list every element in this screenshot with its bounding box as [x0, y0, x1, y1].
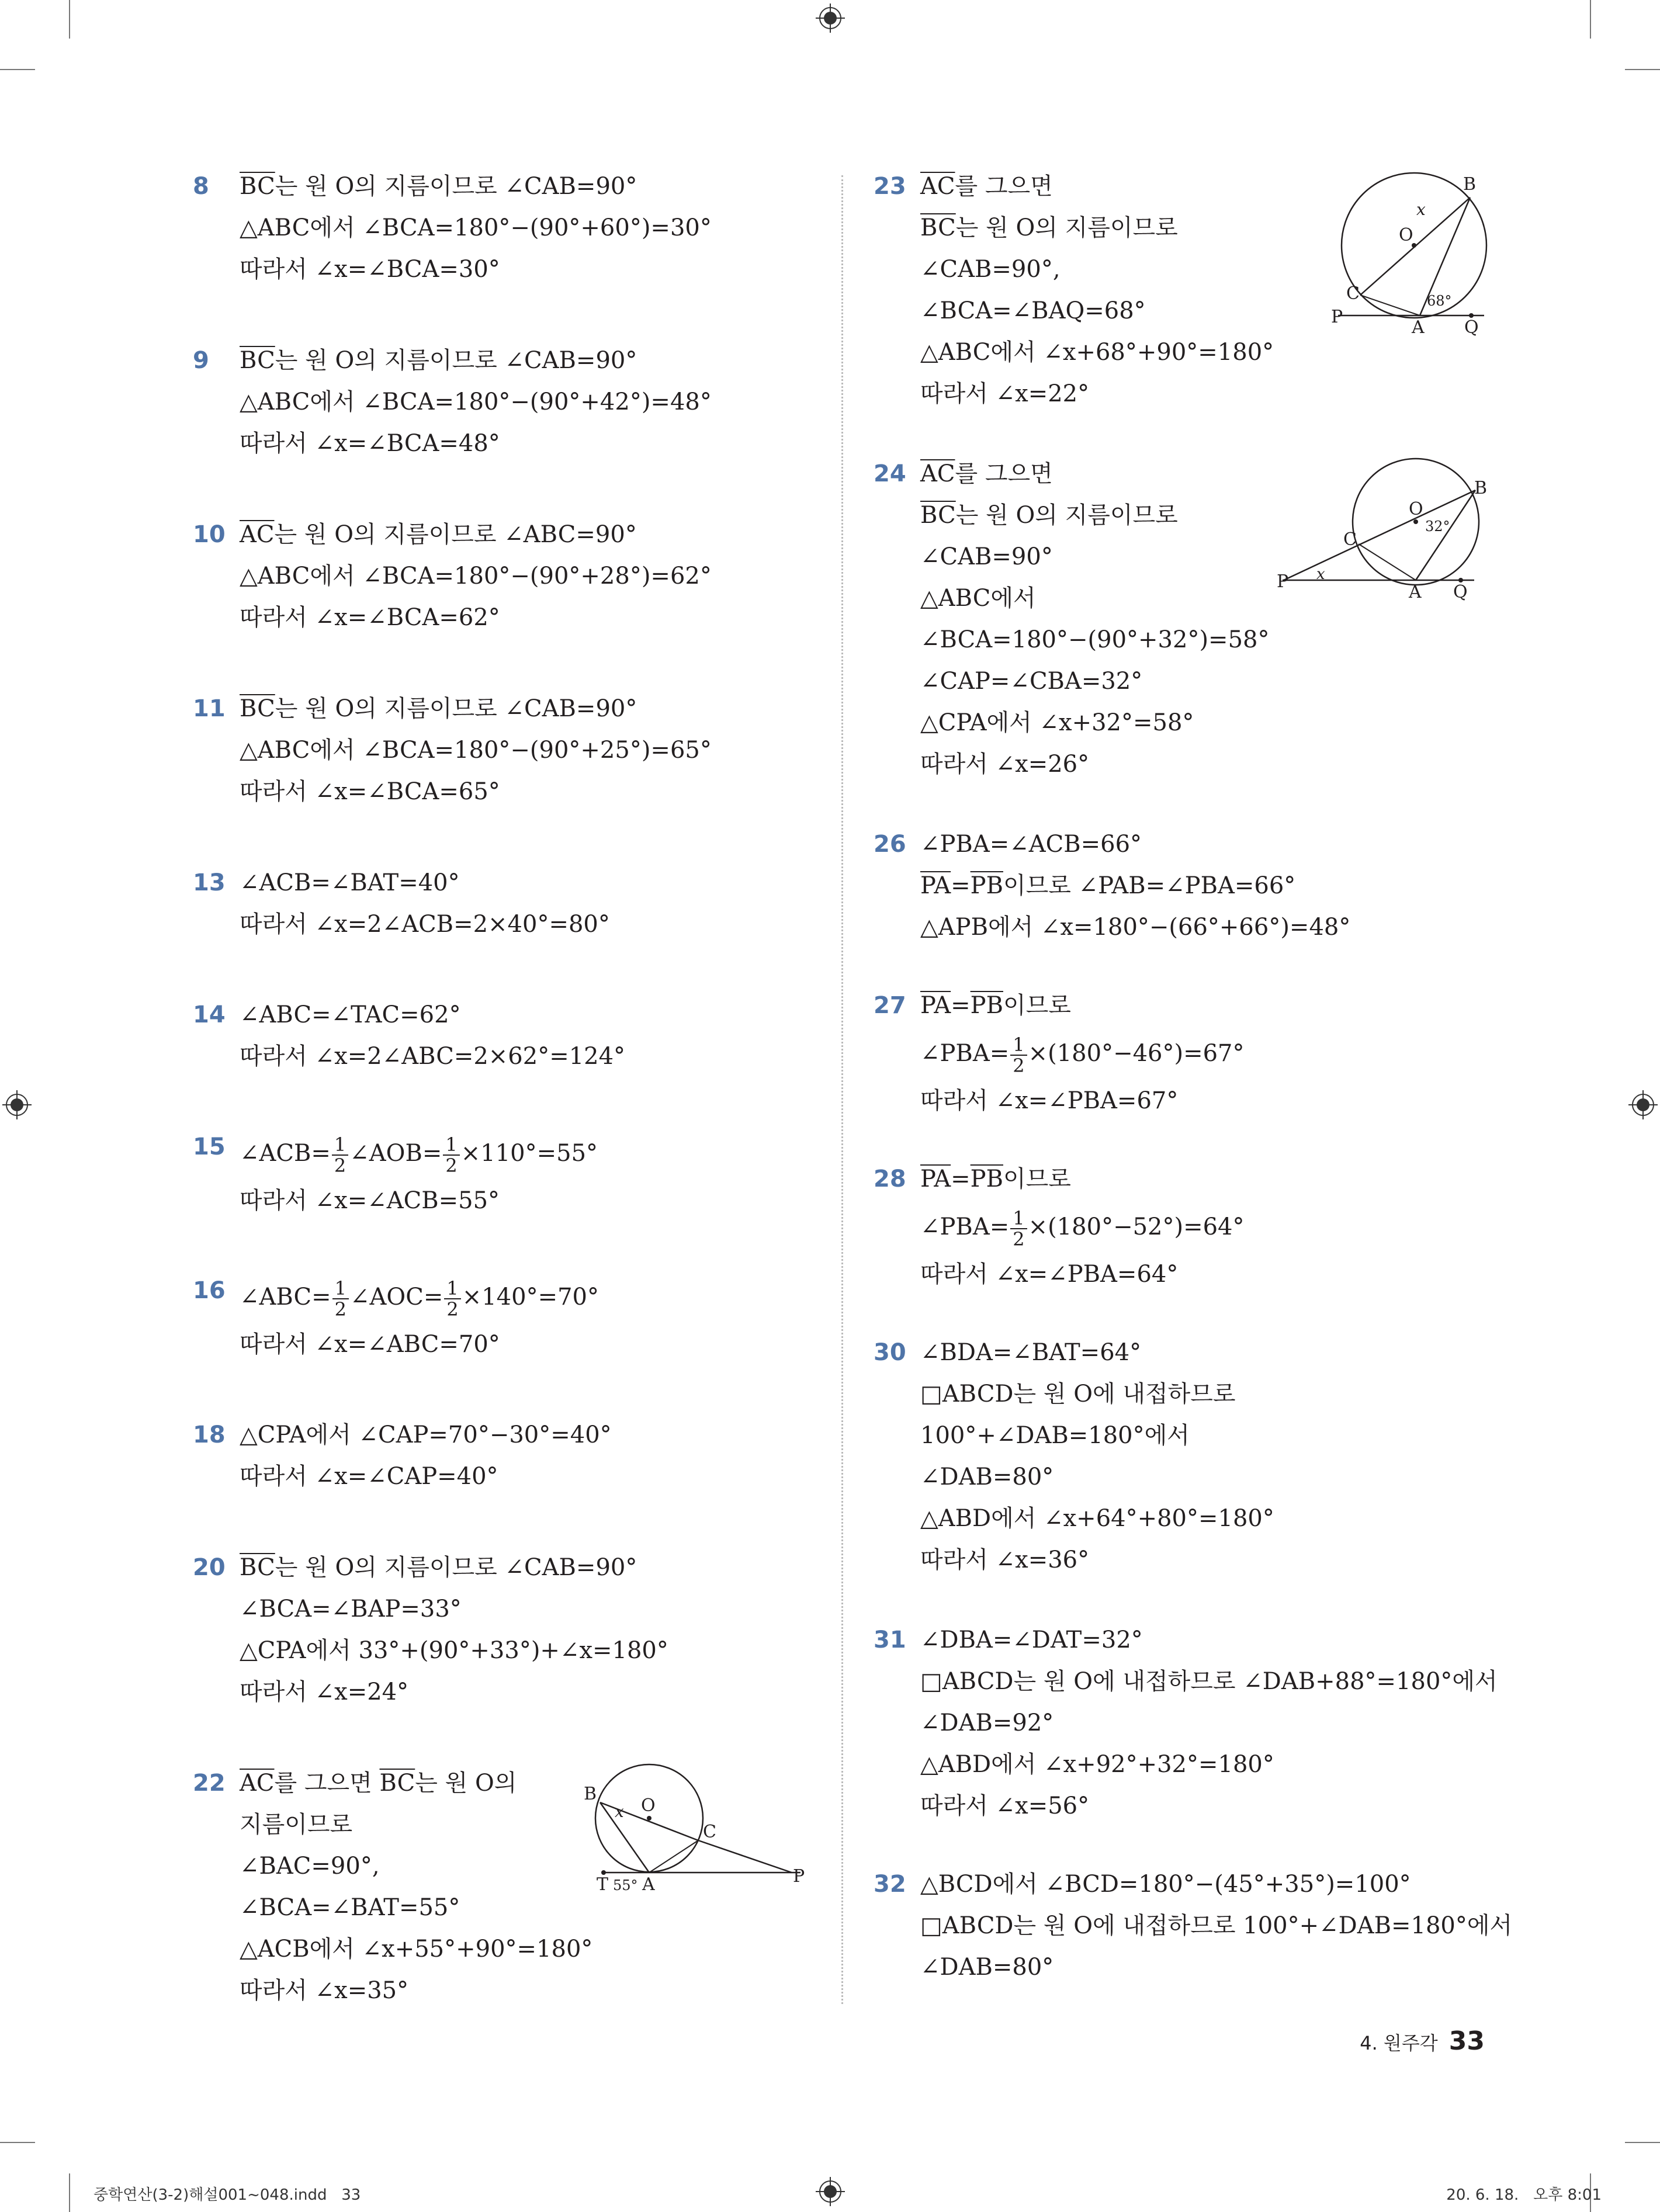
text-segment: 는 원 O의 [415, 1770, 517, 1797]
solution-line [920, 373, 1493, 415]
text-segment: 따라서 ∠x=2∠ACB=2×40°=80° [240, 911, 610, 938]
solution-line [920, 744, 1493, 785]
solution-line [920, 1947, 1493, 1988]
text-segment: ∠PBA= [920, 1214, 1010, 1240]
solution-line [920, 1159, 1493, 1200]
segment-label: $\overline{AC}$ [240, 1770, 275, 1797]
fraction-denominator: 2 [334, 1154, 346, 1177]
problem-number: 11 [193, 695, 226, 722]
text-segment: ×140°=70° [462, 1284, 599, 1310]
problem-number: 23 [874, 173, 906, 200]
solution-line [240, 556, 830, 597]
text-segment: ∠BCA=∠BAQ=68° [920, 297, 1146, 324]
text-segment: ∠CAP=∠CBA=32° [920, 668, 1143, 695]
problem-10 [193, 514, 830, 639]
section-title: 4. 원주각 [1360, 2032, 1438, 2054]
text-segment: = [951, 992, 971, 1019]
fraction [443, 1135, 459, 1176]
text-segment: 따라서 ∠x=26° [920, 751, 1090, 778]
problem-number: 24 [874, 460, 906, 487]
fraction-numerator: 1 [332, 1278, 349, 1299]
solution-line [920, 824, 1493, 865]
text-segment: 이므로 ∠PAB=∠PBA=66° [1003, 872, 1296, 899]
fraction-numerator: 1 [444, 1278, 460, 1299]
solution-line [240, 1414, 830, 1456]
solution-line [920, 702, 1493, 744]
text-segment: 따라서 ∠x=∠BCA=30° [240, 256, 500, 283]
text-segment: □ABCD는 원 O에 내접하므로 ∠DAB+88°=180°에서 [920, 1668, 1498, 1695]
fig22-label-C: C [703, 1822, 716, 1842]
solution-line [240, 597, 830, 639]
crop-mark [1625, 2142, 1660, 2143]
text-segment: 는 원 O의 지름이므로 ∠CAB=90° [275, 695, 637, 722]
problem-9 [193, 340, 830, 464]
text-segment: 를 그으면 [955, 173, 1053, 200]
solution-line [240, 994, 830, 1036]
solution-line [240, 1270, 830, 1324]
text-segment: △CPA에서 ∠x+32°=58° [920, 709, 1194, 736]
problem-number: 16 [193, 1277, 226, 1304]
text-segment: ∠DBA=∠DAT=32° [920, 1627, 1143, 1653]
segment-label: $\overline{AC}$ [920, 460, 955, 487]
crop-mark [1625, 69, 1660, 70]
crop-mark [1590, 0, 1591, 39]
text-segment: ×(180°−46°)=67° [1028, 1040, 1245, 1067]
solution-line [240, 1929, 830, 1970]
text-segment: 따라서 ∠x=∠BCA=62° [240, 604, 500, 631]
fraction [332, 1135, 348, 1176]
text-segment: △APB에서 ∠x=180°−(66°+66°)=48° [920, 914, 1351, 941]
text-segment: ∠DAB=80° [920, 1954, 1054, 1981]
text-segment: □ABCD는 원 O에 내접하므로 [920, 1381, 1236, 1407]
text-segment: ∠ABC= [240, 1284, 331, 1310]
fig22-label-O: O [641, 1795, 656, 1816]
fig22-label-B: B [584, 1784, 597, 1804]
solution-line [920, 865, 1493, 907]
solution-line [920, 1080, 1493, 1122]
text-segment: ∠ABC=∠TAC=62° [240, 1001, 461, 1028]
text-segment: ∠DAB=92° [920, 1710, 1054, 1736]
solution-line [240, 249, 830, 290]
problem-number: 22 [193, 1770, 226, 1797]
fraction-denominator: 2 [446, 1298, 459, 1320]
text-segment: 는 원 O의 지름이므로 ∠CAB=90° [275, 173, 637, 200]
solution-line [240, 1970, 830, 2012]
text-segment: 는 원 O의 지름이므로 ∠ABC=90° [274, 521, 637, 548]
right-column [874, 166, 1513, 1988]
text-segment: 따라서 ∠x=∠PBA=67° [920, 1087, 1179, 1114]
segment-label: $\overline{BC}$ [240, 1554, 275, 1581]
problem-number: 28 [874, 1166, 906, 1192]
text-segment: 를 그으면 [274, 1770, 380, 1797]
column-divider [841, 175, 843, 2004]
solution-line [240, 1324, 830, 1365]
text-segment: ∠CAB=90°, [920, 256, 1061, 283]
problem-number: 9 [193, 347, 209, 374]
solution-line [240, 1589, 830, 1630]
problem-number: 10 [193, 521, 226, 548]
fig22-label-T: T [597, 1874, 609, 1895]
solution-line [240, 423, 830, 464]
fig23-label-O: O [1399, 225, 1413, 245]
fig23-label-C: C [1346, 283, 1360, 304]
problem-15 [193, 1126, 830, 1222]
text-segment: 따라서 ∠x=∠BCA=65° [240, 778, 500, 805]
text-segment: ∠BCA=180°−(90°+32°)=58° [920, 626, 1270, 653]
crop-mark [69, 0, 70, 39]
left-column [193, 166, 830, 2012]
solution-line [920, 1785, 1493, 1827]
text-segment: □ABCD는 원 O에 내접하므로 100°+∠DAB=180°에서 [920, 1912, 1513, 1939]
fig22-label-A: A [642, 1874, 655, 1895]
fig24-angle: 32° [1425, 518, 1450, 535]
print-slug-timestamp: 20. 6. 18. 오후 8:01 [1446, 2186, 1602, 2204]
problem-number: 30 [874, 1339, 906, 1366]
solution-line [920, 661, 1493, 702]
text-segment: ∠DAB=80° [920, 1464, 1054, 1490]
fraction-denominator: 2 [445, 1154, 458, 1177]
segment-label: $\overline{BC}$ [379, 1770, 415, 1797]
problem-16 [193, 1270, 830, 1365]
problem-number: 32 [874, 1871, 906, 1898]
text-segment: 따라서 ∠x=∠CAP=40° [240, 1463, 498, 1490]
solution-line [920, 1905, 1513, 1947]
text-segment: △ABD에서 ∠x+64°+80°=180° [920, 1505, 1274, 1532]
solution-line [920, 1498, 1493, 1540]
figure-problem-24 [1271, 453, 1493, 605]
fig23-label-P: P [1331, 307, 1343, 327]
solution-line [920, 1620, 1493, 1661]
problem-number: 14 [193, 1001, 226, 1028]
solution-line [920, 1457, 1493, 1498]
fig24-label-A: A [1409, 582, 1422, 602]
fraction [444, 1278, 460, 1319]
solution-line [920, 1864, 1493, 1905]
text-segment: 는 원 O의 지름이므로 [955, 214, 1178, 241]
problem-31 [874, 1620, 1498, 1827]
solution-line [240, 166, 830, 207]
text-segment: △ABC에서 ∠BCA=180°−(90°+25°)=65° [240, 737, 712, 764]
registration-mark-icon [1628, 1090, 1658, 1119]
text-segment: ∠CAB=90° [920, 543, 1053, 570]
solution-line [240, 514, 830, 556]
segment-label: $\overline{PB}$ [970, 872, 1003, 899]
text-segment: △ABC에서 ∠x+68°+90°=180° [920, 339, 1274, 366]
fig22-label-P: P [793, 1866, 805, 1887]
text-segment: 100°+∠DAB=180°에서 [920, 1422, 1190, 1449]
text-segment: 따라서 ∠x=∠ACB=55° [240, 1187, 500, 1214]
solution-line [920, 1027, 1493, 1080]
text-segment: ∠ACB= [240, 1140, 331, 1167]
solution-line [920, 1661, 1498, 1703]
solution-line [920, 1415, 1493, 1457]
fraction-denominator: 2 [1013, 1228, 1025, 1250]
problem-11 [193, 688, 830, 813]
solution-line [240, 1126, 830, 1180]
solution-line [240, 1630, 830, 1672]
text-segment: = [951, 1166, 971, 1192]
solution-line [240, 1036, 830, 1077]
text-segment: ∠PBA= [920, 1040, 1010, 1067]
segment-label: $\overline{AC}$ [240, 521, 275, 548]
text-segment: △ABD에서 ∠x+92°+32°=180° [920, 1751, 1274, 1778]
text-segment: 따라서 ∠x=56° [920, 1793, 1090, 1819]
problem-14 [193, 994, 830, 1077]
text-segment: △BCD에서 ∠BCD=180°−(45°+35°)=100° [920, 1871, 1411, 1898]
fraction-numerator: 1 [332, 1135, 348, 1156]
text-segment: 따라서 ∠x=∠PBA=64° [920, 1261, 1179, 1288]
segment-label: $\overline{PB}$ [970, 1166, 1003, 1192]
text-segment: ×110°=55° [460, 1140, 598, 1167]
solution-line [240, 340, 830, 382]
problem-number: 13 [193, 869, 226, 896]
text-segment: 따라서 ∠x=35° [240, 1977, 409, 2004]
text-segment: ∠BCA=∠BAT=55° [240, 1894, 460, 1921]
problem-number: 20 [193, 1554, 226, 1581]
problem-20 [193, 1547, 830, 1713]
problem-13 [193, 862, 830, 945]
solution-line [240, 1672, 830, 1713]
segment-label: $\overline{AC}$ [920, 173, 955, 200]
figure-problem-23 [1326, 169, 1502, 339]
text-segment: ∠AOB= [349, 1140, 442, 1167]
fig24-label-B: B [1474, 478, 1488, 498]
fig23-label-x: x [1416, 200, 1426, 219]
print-slug-file: 중학연산(3-2)해설001~048.indd 33 [93, 2186, 361, 2204]
fig23-label-B: B [1463, 174, 1477, 195]
registration-mark-icon [2, 1090, 32, 1119]
fig24-label-P: P [1277, 571, 1289, 592]
solution-line [920, 619, 1493, 661]
fraction-denominator: 2 [334, 1298, 347, 1320]
text-segment: 따라서 ∠x=22° [920, 380, 1090, 407]
solution-line [240, 1456, 830, 1497]
fraction-numerator: 1 [1010, 1208, 1027, 1229]
solution-line [920, 1374, 1493, 1415]
solution-line [920, 1540, 1493, 1581]
text-segment: 지름이므로 [240, 1811, 353, 1838]
crop-mark [69, 2173, 70, 2212]
text-segment: ∠BCA=∠BAP=33° [240, 1596, 462, 1622]
problem-26 [874, 824, 1493, 948]
problem-number: 26 [874, 831, 906, 858]
problem-27 [874, 985, 1493, 1122]
fig24-label-C: C [1343, 529, 1357, 550]
text-segment: △ABC에서 ∠BCA=180°−(90°+28°)=62° [240, 563, 712, 590]
problem-number: 27 [874, 992, 906, 1019]
text-segment: ∠BDA=∠BAT=64° [920, 1339, 1142, 1366]
solution-line [920, 907, 1493, 948]
problem-28 [874, 1159, 1493, 1295]
text-segment: △ABC에서 ∠BCA=180°−(90°+60°)=30° [240, 214, 712, 241]
fig24-label-x: x [1316, 566, 1325, 583]
segment-label: $\overline{BC}$ [240, 347, 275, 374]
text-segment: △CPA에서 ∠CAP=70°−30°=40° [240, 1421, 612, 1448]
solution-line [240, 771, 830, 813]
page-number: 33 [1448, 2026, 1485, 2056]
solution-line [240, 1547, 830, 1589]
text-segment: 따라서 ∠x=2∠ABC=2×62°=124° [240, 1043, 626, 1070]
segment-label: $\overline{PA}$ [920, 992, 951, 1019]
segment-label: $\overline{PA}$ [920, 1166, 951, 1192]
text-segment: △ACB에서 ∠x+55°+90°=180° [240, 1936, 593, 1963]
fig23-label-A: A [1412, 317, 1425, 338]
registration-mark-icon [816, 4, 845, 33]
text-segment: 이므로 [1003, 992, 1071, 1019]
solution-line [240, 862, 830, 904]
solution-line [920, 985, 1493, 1027]
text-segment: 따라서 ∠x=∠ABC=70° [240, 1331, 500, 1358]
text-segment: ∠PBA=∠ACB=66° [920, 831, 1142, 858]
problem-8 [193, 166, 830, 290]
text-segment: = [951, 872, 971, 899]
text-segment: 는 원 O의 지름이므로 ∠CAB=90° [275, 347, 637, 374]
text-segment: ∠AOC= [350, 1284, 443, 1310]
problem-32 [874, 1864, 1513, 1988]
fig23-angle: 68° [1427, 293, 1452, 309]
fraction [1010, 1208, 1027, 1249]
problem-number: 18 [193, 1421, 226, 1448]
text-segment: 이므로 [1003, 1166, 1071, 1192]
segment-label: $\overline{BC}$ [920, 214, 956, 241]
registration-mark-icon [816, 2177, 845, 2206]
segment-label: $\overline{BC}$ [240, 173, 275, 200]
problem-number: 8 [193, 173, 209, 200]
segment-label: $\overline{BC}$ [240, 695, 275, 722]
solution-line [240, 904, 830, 945]
text-segment: ×(180°−52°)=64° [1028, 1214, 1245, 1240]
fig24-label-Q: Q [1453, 582, 1468, 602]
fraction [332, 1278, 349, 1319]
fraction-numerator: 1 [443, 1135, 459, 1156]
solution-line [240, 1180, 830, 1222]
segment-label: $\overline{BC}$ [920, 502, 956, 529]
fraction-denominator: 2 [1013, 1055, 1025, 1077]
fig23-label-Q: Q [1464, 317, 1479, 338]
crop-mark [0, 69, 35, 70]
text-segment: △CPA에서 33°+(90°+33°)+∠x=180° [240, 1637, 668, 1664]
fig22-label-x: x [615, 1802, 624, 1821]
text-segment: 따라서 ∠x=24° [240, 1679, 409, 1705]
figure-problem-22 [576, 1750, 809, 1902]
problem-30 [874, 1332, 1493, 1581]
solution-line [920, 1744, 1493, 1785]
solution-line [920, 1200, 1493, 1254]
solution-line [240, 688, 830, 730]
text-segment: 는 원 O의 지름이므로 ∠CAB=90° [275, 1554, 637, 1581]
segment-label: $\overline{PA}$ [920, 872, 951, 899]
solution-line [240, 207, 830, 249]
fraction-numerator: 1 [1010, 1035, 1027, 1056]
solution-line [920, 1254, 1493, 1295]
solution-line [240, 382, 830, 423]
text-segment: ∠BAC=90°, [240, 1853, 380, 1880]
problem-number: 15 [193, 1133, 226, 1160]
text-segment: △ABC에서 [920, 585, 1036, 612]
solution-line [240, 730, 830, 771]
solution-line [920, 1332, 1493, 1374]
text-segment: △ABC에서 ∠BCA=180°−(90°+42°)=48° [240, 389, 712, 415]
text-segment: 는 원 O의 지름이므로 [955, 502, 1178, 529]
page-number-block [1360, 2026, 1485, 2056]
segment-label: $\overline{PB}$ [970, 992, 1003, 1019]
solution-line [920, 1703, 1493, 1744]
problem-18 [193, 1414, 830, 1497]
crop-mark [0, 2142, 35, 2143]
fig22-angle: 55° [613, 1877, 638, 1894]
problem-number: 31 [874, 1627, 906, 1653]
text-segment: 따라서 ∠x=∠BCA=48° [240, 430, 500, 457]
text-segment: 따라서 ∠x=36° [920, 1547, 1090, 1573]
fraction [1010, 1035, 1027, 1076]
text-segment: ∠ACB=∠BAT=40° [240, 869, 460, 896]
text-segment: 를 그으면 [955, 460, 1053, 487]
fig24-label-O: O [1409, 499, 1423, 519]
